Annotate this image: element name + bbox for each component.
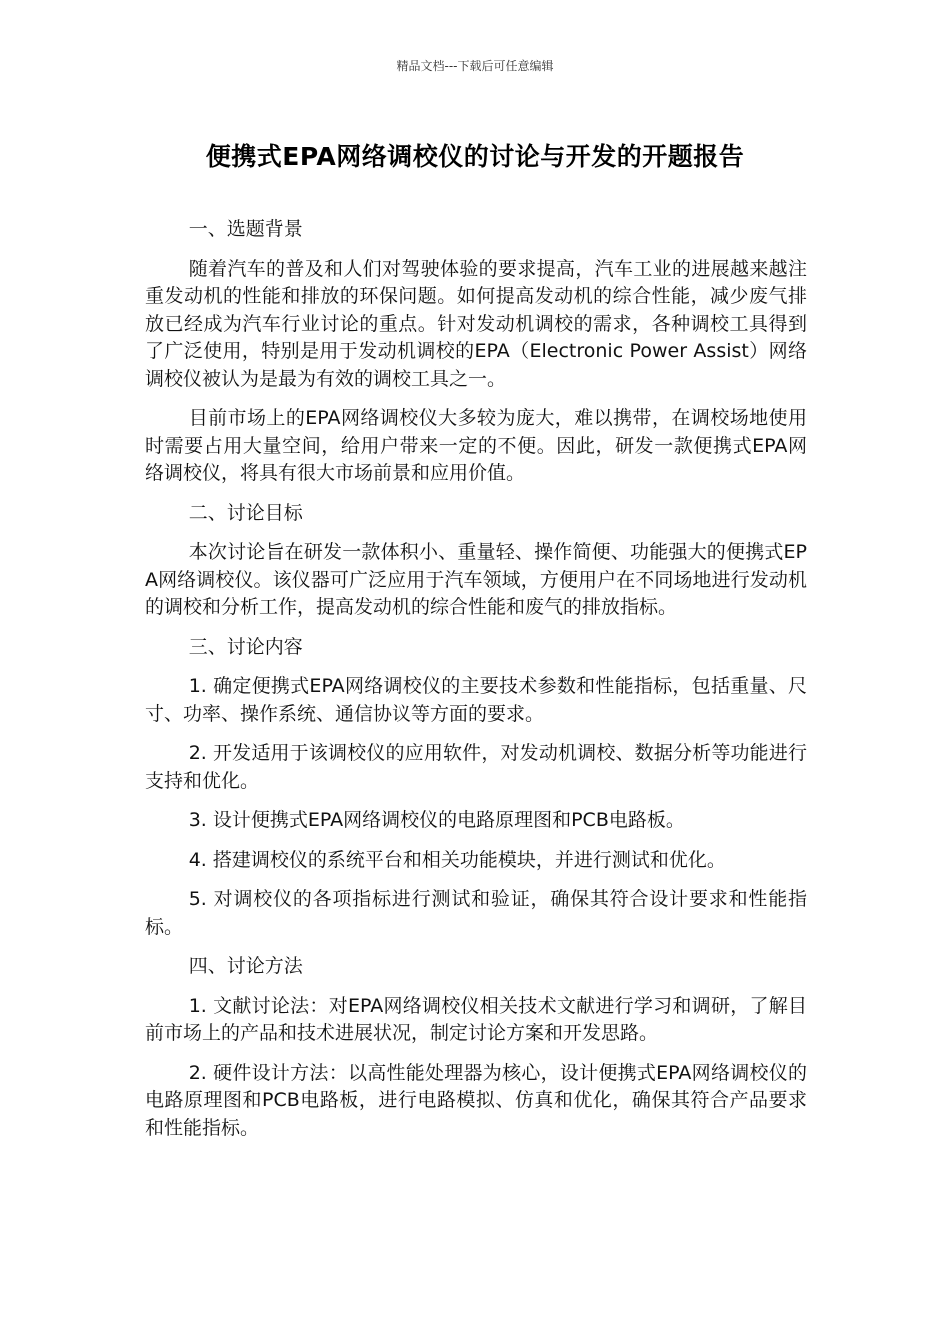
document-body [145,216,807,1154]
page-header: 精品文档---下载后可任意编辑 [396,59,554,73]
content-item-2: 2. 开发适用于该调校仪的应用软件，对发动机调校、数据分析等功能进行支持和优化。 [145,742,807,792]
section-heading-goals: 二、讨论目标 [188,501,303,524]
section-heading-methods: 四、讨论方法 [188,955,303,977]
content-item-1: 1. 确定便携式EPA网络调校仪的主要技术参数和性能指标，包括重量、尺寸、功率、操作系统、通信协议等方面的要求。 [145,675,807,725]
paragraph-goals: 本次讨论旨在研发一款体积小、重量轻、操作简便、功能强大的便携式EPA网络调校仪。该仪器可广泛应用于汽车领域，方便用户在不同场地进行发动机的调校和分析工作，提高发动机的综合性能和废气的排放指标。 [145,541,807,618]
content-item-3: 3. 设计便携式EPA网络调校仪的电路原理图和PCB电路板。 [188,809,685,831]
section-heading-content: 三、讨论内容 [188,635,303,658]
content-item-4: 4. 搭建调校仪的系统平台和相关功能模块，并进行测试和优化。 [188,848,726,871]
paragraph-background-2: 目前市场上的EPA网络调校仪大多较为庞大，难以携带，在调校场地使用时需要占用大量空间，给用户带来一定的不便。因此，研发一款便携式EPA网络调校仪，将具有很大市场前景和应用价值。 [145,407,807,484]
method-item-1: 1. 文献讨论法：对EPA网络调校仪相关技术文献进行学习和调研，了解目前市场上的产品和技术进展状况，制定讨论方案和开发思路。 [145,994,807,1044]
section-heading-background: 一、选题背景 [188,218,303,240]
content-item-5: 5. 对调校仪的各项指标进行测试和验证，确保其符合设计要求和性能指标。 [145,888,807,938]
document-title: 便携式EPA网络调校仪的讨论与开发的开题报告 [205,142,745,171]
method-item-2: 2. 硬件设计方法：以高性能处理器为核心，设计便携式EPA网络调校仪的电路原理图和PCB电路板，进行电路模拟、仿真和优化，确保其符合产品要求和性能指标。 [145,1061,807,1139]
paragraph-background-1: 随着汽车的普及和人们对驾驶体验的要求提高，汽车工业的进展越来越注重发动机的性能和排放的环保问题。如何提高发动机的综合性能，减少废气排放已经成为汽车行业讨论的重点。针对发动机调校的需求，各种调校工具得到了广泛使用，特别是用于发动机调校的EPA（Electronic Power Assist）网络调校仪被认为是最为有效的调校工具之一。 [145,257,807,390]
